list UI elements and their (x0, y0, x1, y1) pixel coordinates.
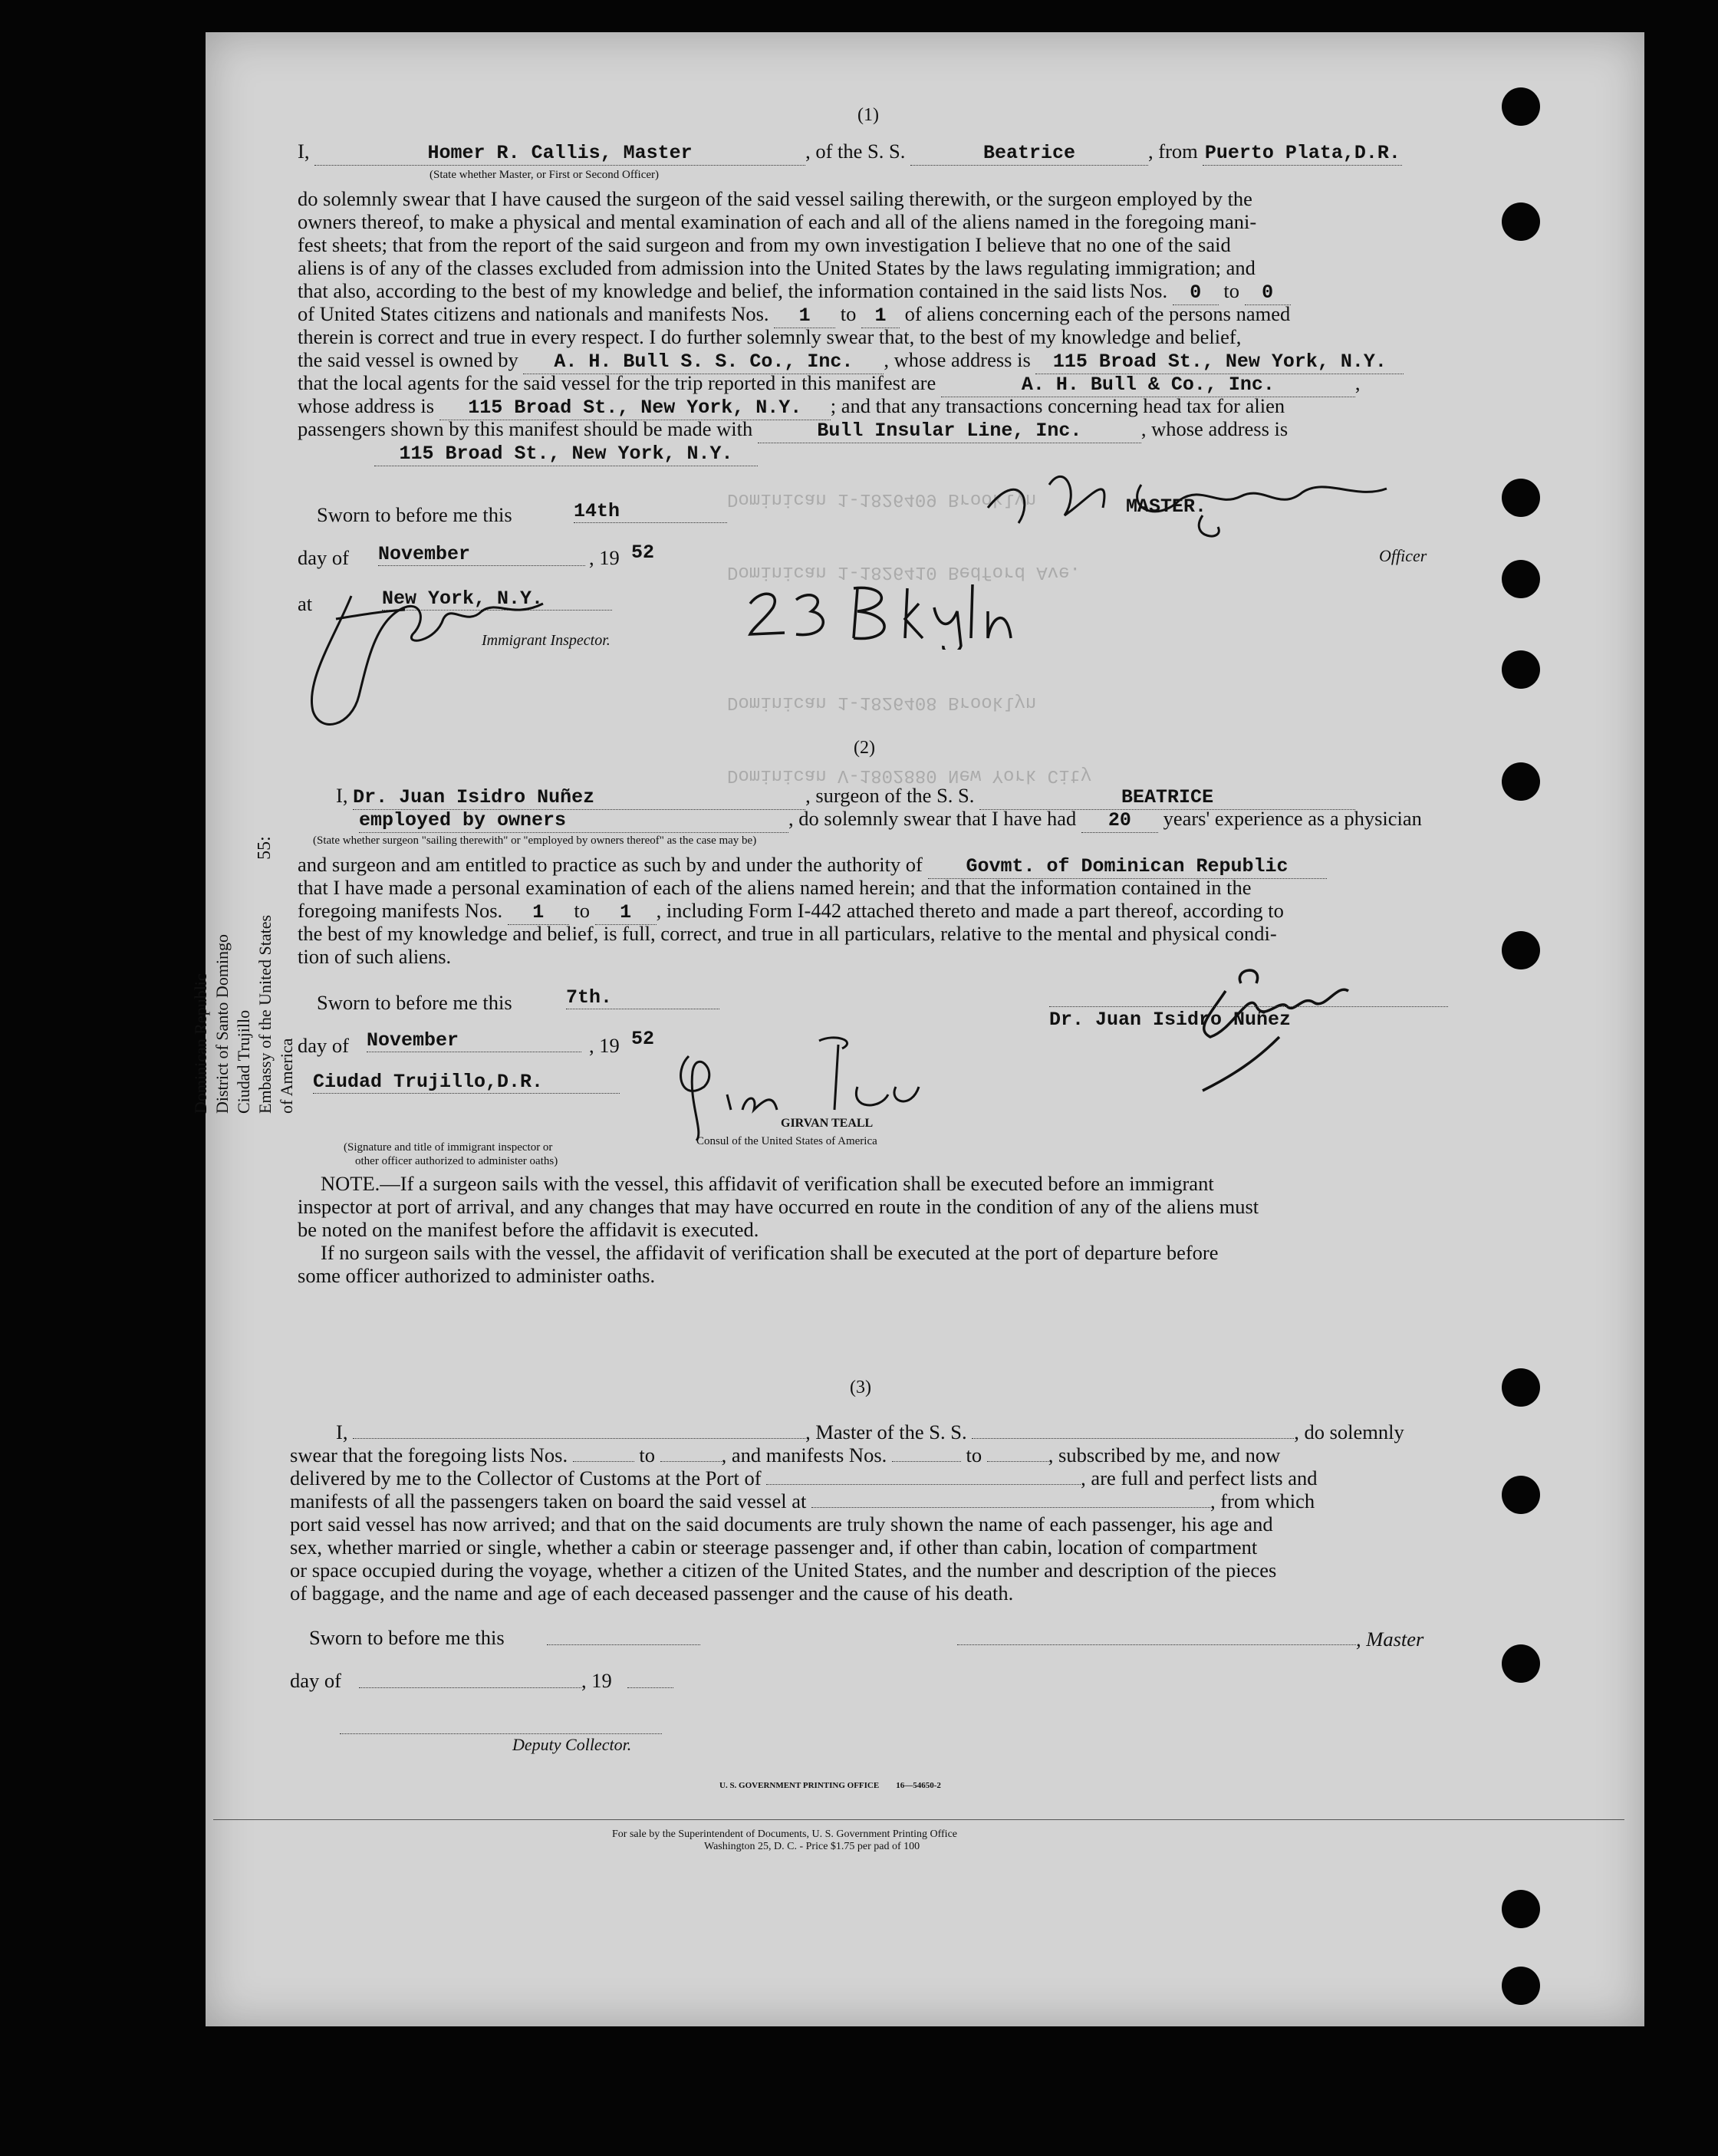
section-1-text-line: fest sheets; that from the report of the said surgeon and from my own investigation I believe that no one of the said (298, 233, 1231, 256)
years-field: 20 (1081, 809, 1158, 833)
authority-field: Govmt. of Dominican Republic (928, 855, 1327, 879)
section-2-text-line: that I have made a personal examination of each of the aliens named herein; and that the information contained in the (298, 876, 1252, 899)
year-prefix: , 19 (581, 1669, 612, 1692)
section-1-agent-address-line: whose address is 115 Broad St., New York, N.Y. ; and that any transactions concerning head tax for alien (298, 394, 1285, 419)
gpo-line: U. S. GOVERNMENT PRINTING OFFICE 16—54650-2 (719, 1781, 941, 1790)
margin-note: 55: (254, 836, 275, 860)
day-of-label: day of (298, 1034, 349, 1057)
section-1-lists-line: that also, according to the best of my knowledge and belief, the information contained in the said lists Nos. 0 to 0 (298, 279, 1647, 305)
lists-from-blank (573, 1461, 634, 1462)
consul-name: GIRVAN TEALL (781, 1117, 874, 1130)
deputy-blank (340, 1733, 662, 1734)
section-3-line: of baggage, and the name and age of each deceased passenger and the cause of his death. (290, 1582, 1014, 1605)
owner-field: A. H. Bull S. S. Co., Inc. (523, 351, 884, 374)
note-line: be noted on the manifest before the affidavit is executed. (298, 1218, 759, 1241)
section-2-authority-line: and surgeon and am entitled to practice as such by and under the authority of Govmt. of Dominican Republic (298, 853, 1647, 879)
surgeon-vessel-field: BEATRICE (979, 786, 1355, 810)
agent-field: A. H. Bull & Co., Inc. (941, 374, 1355, 397)
note-line: some officer authorized to administer oaths. (298, 1264, 656, 1287)
section-3-line: port said vessel has now arrived; and that on the said documents are truly shown the name of each passenger, his age and (290, 1512, 1273, 1536)
manifests-to-blank (987, 1461, 1048, 1462)
section-1-manifests-line: of United States citizens and nationals and manifests Nos. 1 to 1 of aliens concerning each of the persons named (298, 302, 1291, 327)
agent-address-field: 115 Broad St., New York, N.Y. (439, 397, 831, 420)
section-3-line: swear that the foregoing lists Nos. to , and manifests Nos. to , subscribed by me, and now (290, 1443, 1281, 1466)
surgeon-signer-name: Dr. Juan Isidro Nuñez (1049, 1006, 1448, 1031)
of-ss-label: , of the S. S. (805, 140, 906, 163)
sworn-label: Sworn to before me this (317, 991, 512, 1014)
section-1-text-line: aliens is of any of the classes excluded from admission into the United States by the laws regulating immigration; and (298, 256, 1256, 279)
lists-to-blank (660, 1461, 722, 1462)
section-1-text-line: do solemnly swear that I have caused the surgeon of the said vessel sailing therewith, or the surgeon employed by the (298, 187, 1252, 210)
venue-stamp: Dominican Republic District of Santo Domingo Ciudad Trujillo Embassy of the United States of America (191, 914, 296, 1114)
year-prefix: , 19 (589, 546, 620, 569)
month-blank (359, 1687, 581, 1688)
punch-hole (1502, 650, 1540, 689)
punch-hole (1502, 87, 1540, 126)
bleed-through-text: Dominican 1-1826410 Bedford Ave. (727, 561, 1081, 582)
headtax-address-field: 115 Broad St., New York, N.Y. (374, 443, 758, 466)
surgeon-caption: (State whether surgeon "sailing therewith" or "employed by owners thereof" as the case may be) (313, 834, 757, 847)
section-1-headtax-line: passengers shown by this manifest should be made with Bull Insular Line, Inc. , whose address is (298, 417, 1288, 442)
surgeon-sworn-year: 52 (631, 1028, 655, 1050)
immigrant-inspector-caption: Immigrant Inspector. (482, 632, 611, 649)
surgeon-sworn-place: Ciudad Trujillo,D.R. (313, 1071, 620, 1094)
section-2-employed-line: employed by owners , do solemnly swear that I have had 20 years' experience as a physician (359, 807, 1422, 831)
section-3-line: I, , Master of the S. S. , do solemnly (336, 1420, 1404, 1443)
port-blank (766, 1484, 1081, 1485)
note-line: If no surgeon sails with the vessel, the affidavit of verification shall be executed at the port of departure before (321, 1241, 1219, 1264)
punch-hole (1502, 479, 1540, 517)
inspector-signature (290, 573, 581, 742)
section-3-number: (3) (850, 1378, 871, 1397)
consul-title: Consul of the United States of America (696, 1135, 877, 1147)
punch-hole (1502, 1644, 1540, 1683)
vessel-blank (972, 1438, 1294, 1439)
section-1-text-line: therein is correct and true in every respect. I do further solemnly swear that, to the best of my knowledge and belief, (298, 325, 1242, 348)
embark-blank (811, 1507, 1210, 1508)
master-blank (353, 1438, 805, 1439)
manifests-from-blank (892, 1461, 961, 1462)
sworn-month-field: November (378, 543, 585, 566)
manifests-to-field: 1 (861, 304, 900, 328)
officer-caption: Officer (1379, 546, 1427, 565)
section-3-line: or space occupied during the voyage, whether a citizen of the United States, and the number and description of the pieces (290, 1559, 1277, 1582)
bleed-through-text: Dominican 1-1826408 Brooklyn (727, 692, 1037, 713)
section-2-surgeon-line: I, Dr. Juan Isidro Nuñez , surgeon of the S. S. BEATRICE (336, 784, 1686, 810)
manifest-page (191, 32, 1644, 2026)
section-1-owner-line: the said vessel is owned by A. H. Bull S. S. Co., Inc. , whose address is 115 Broad St., New York, N.Y. (298, 348, 1647, 374)
year-blank (627, 1687, 673, 1688)
sworn-year-field: 52 (631, 541, 655, 564)
punch-hole (1502, 560, 1540, 598)
sworn-label: Sworn to before me this (309, 1626, 505, 1649)
lists-to-field: 0 (1245, 281, 1291, 305)
footer-rule (213, 1819, 1624, 1820)
section-3-line: sex, whether married or single, whether a cabin or steerage passenger and, if other than cabin, location of compartment (290, 1536, 1258, 1559)
master-name-field: Homer R. Callis, Master (314, 142, 805, 166)
master-caption: (State whether Master, or First or Second Officer) (430, 169, 660, 181)
day-of-label: day of (290, 1669, 341, 1692)
handwritten-annotation-23-bklyn (742, 573, 1019, 650)
surgeon-manifests-to: 1 (595, 901, 657, 925)
sig-caption-1: (Signature and title of immigrant inspector or (344, 1141, 553, 1154)
section-2-text-line: the best of my knowledge and belief, is full, correct, and true in all particulars, relative to the mental and physical condi- (298, 922, 1277, 945)
year-prefix: , 19 (589, 1034, 620, 1057)
note-line: inspector at port of arrival, and any changes that may have occurred en route in the condition of any of the aliens must (298, 1195, 1259, 1218)
bleed-through-text: Dominican 1-1826409 Brooklyn (727, 489, 1037, 509)
surgeon-sworn-day: 7th. (566, 986, 719, 1009)
section-2-number: (2) (854, 738, 875, 758)
section-1-line-master (298, 140, 1647, 166)
sale-line-2: Washington 25, D. C. - Price $1.75 per pad of 100 (704, 1841, 920, 1852)
punch-hole (1502, 1368, 1540, 1407)
sworn-label: Sworn to before me this (317, 503, 512, 526)
section-2-text-line: tion of such aliens. (298, 945, 452, 968)
sworn-place-field: New York, N.Y. (382, 588, 612, 611)
lists-from-field: 0 (1173, 281, 1219, 305)
employed-field: employed by owners (359, 809, 788, 833)
section-3-line: delivered by me to the Collector of Customs at the Port of , are full and perfect lists and (290, 1466, 1318, 1489)
section-1-text-line: owners thereof, to make a physical and mental examination of each and all of the aliens named in the foregoing mani- (298, 210, 1257, 233)
note-line: NOTE.—If a surgeon sails with the vessel, this affidavit of verification shall be executed before an immigrant (321, 1172, 1214, 1195)
bleed-through-text: Dominican V-1802880 New York City (727, 765, 1092, 785)
section-1-agent-line: that the local agents for the said vessel for the trip reported in this manifest are A. H. Bull & Co., Inc. , (298, 371, 1361, 396)
sig-caption-2: other officer authorized to administer oaths) (355, 1155, 558, 1167)
manifests-from-field: 1 (774, 304, 835, 328)
punch-hole (1502, 1890, 1540, 1928)
punch-hole (1502, 1967, 1540, 2005)
deputy-collector-label: Deputy Collector. (512, 1735, 632, 1754)
sworn-day-field: 14th (574, 500, 727, 523)
sworn-day-blank (547, 1644, 700, 1645)
surgeon-manifests-from: 1 (508, 901, 569, 925)
owner-address-field: 115 Broad St., New York, N.Y. (1035, 351, 1404, 374)
from-label: , from (1148, 140, 1198, 163)
master-label: , Master (1356, 1628, 1424, 1651)
section-2-manifests-line: foregoing manifests Nos. 1 to 1 , including Form I-442 attached thereto and made a part thereof, according to (298, 899, 1284, 923)
section-3-line: manifests of all the passengers taken on board the said vessel at , from which (290, 1489, 1315, 1512)
vessel-name-field: Beatrice (910, 142, 1148, 166)
headtax-field: Bull Insular Line, Inc. (758, 420, 1141, 443)
section-1-number: (1) (857, 105, 879, 125)
master-prefix: I, (298, 140, 310, 163)
sale-line-1: For sale by the Superintendent of Documents, U. S. Government Printing Office (612, 1828, 957, 1840)
at-label: at (298, 592, 313, 615)
day-of-label: day of (298, 546, 349, 569)
surgeon-name-field: Dr. Juan Isidro Nuñez (353, 786, 805, 810)
master-signature-blank (957, 1644, 1356, 1645)
departure-port-field: Puerto Plata,D.R. (1203, 142, 1402, 166)
surgeon-sworn-month: November (367, 1029, 581, 1052)
master-title: MASTER. (1126, 495, 1207, 518)
